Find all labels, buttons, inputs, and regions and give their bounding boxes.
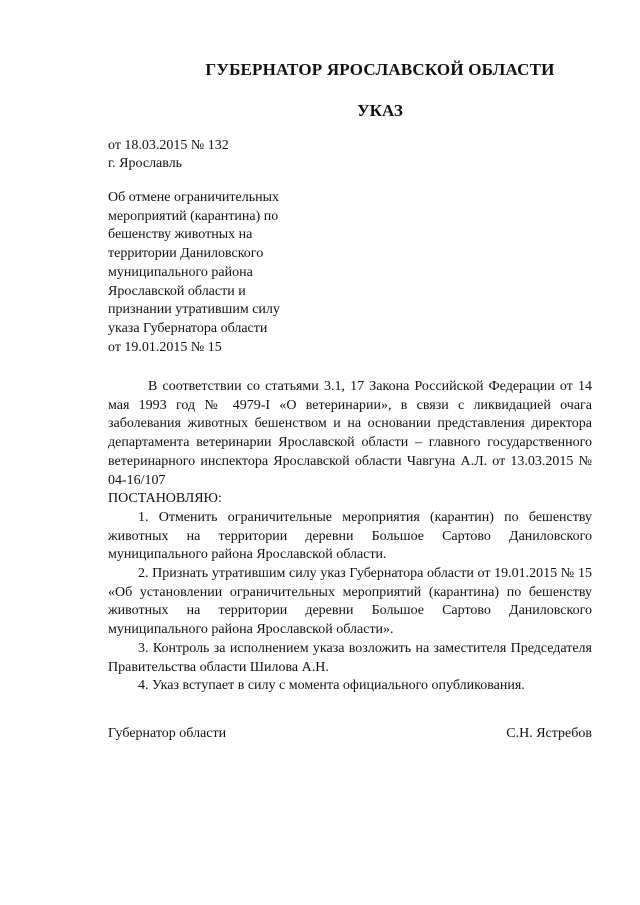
decree-item-2: 2. Признать утратившим силу указ Губернатора области от 19.01.2015 № 15 «Об установлении ограничительных мероприятий (карантина) по бешенству животных на территории деревни Большое Сартово Даниловского муниципального района Ярославской области». [108, 566, 592, 638]
subject-line: бешенству животных на [108, 227, 253, 243]
subject-line: от 19.01.2015 № 15 [108, 339, 222, 355]
subject-line: мероприятий (карантина) по [108, 208, 279, 224]
subject-line: Об отмене ограничительных [108, 190, 280, 205]
document-body [108, 378, 592, 696]
decree-item-4: 4. Указ вступает в силу с момента официального опубликования. [138, 678, 525, 694]
decree-word: ПОСТАНОВЛЯЮ: [108, 491, 222, 507]
decree-item-3: 3. Контроль за исполнением указа возложить на заместителя Председателя Правительства области Шилова А.Н. [108, 640, 592, 675]
subject-line: указа Губернатора области [108, 320, 268, 336]
subject-line: муниципального района [108, 264, 253, 280]
document-type: УКАЗ [357, 101, 403, 120]
signatory-position: Губернатор области [108, 726, 227, 741]
document-subject [108, 189, 308, 357]
subject-line: признании утратившим силу [108, 302, 280, 318]
subject-line: Ярославской области и [108, 283, 246, 299]
decree-item-1: 1. Отменить ограничительные мероприятия (карантин) по бешенству животных на территории деревни Большое Сартово Даниловского муниципального района Ярославской области. [108, 509, 592, 563]
subject-line: территории Даниловского [108, 246, 264, 262]
place: г. Ярославль [108, 156, 183, 171]
signatory-name: С.Н. Ястребов [506, 726, 592, 741]
preamble-paragraph: В соответствии со статьями 3.1, 17 Закона Российской Федерации от 14 мая 1993 год № 4979-I «О ветеринарии», в связи с ликвидацией очага заболевания животных бешенством и на основании представления директора департамента ветеринарии Ярославской области – главного государственного ветеринарного инспектора Ярославской области Чавгуна А.Л. от 13.03.2015 № 04-16/107 [108, 379, 592, 488]
document-meta [108, 137, 229, 173]
document-authority: ГУБЕРНАТОР ЯРОСЛАВСКОЙ ОБЛАСТИ [205, 60, 555, 79]
date-number: от 18.03.2015 № 132 [108, 138, 229, 153]
